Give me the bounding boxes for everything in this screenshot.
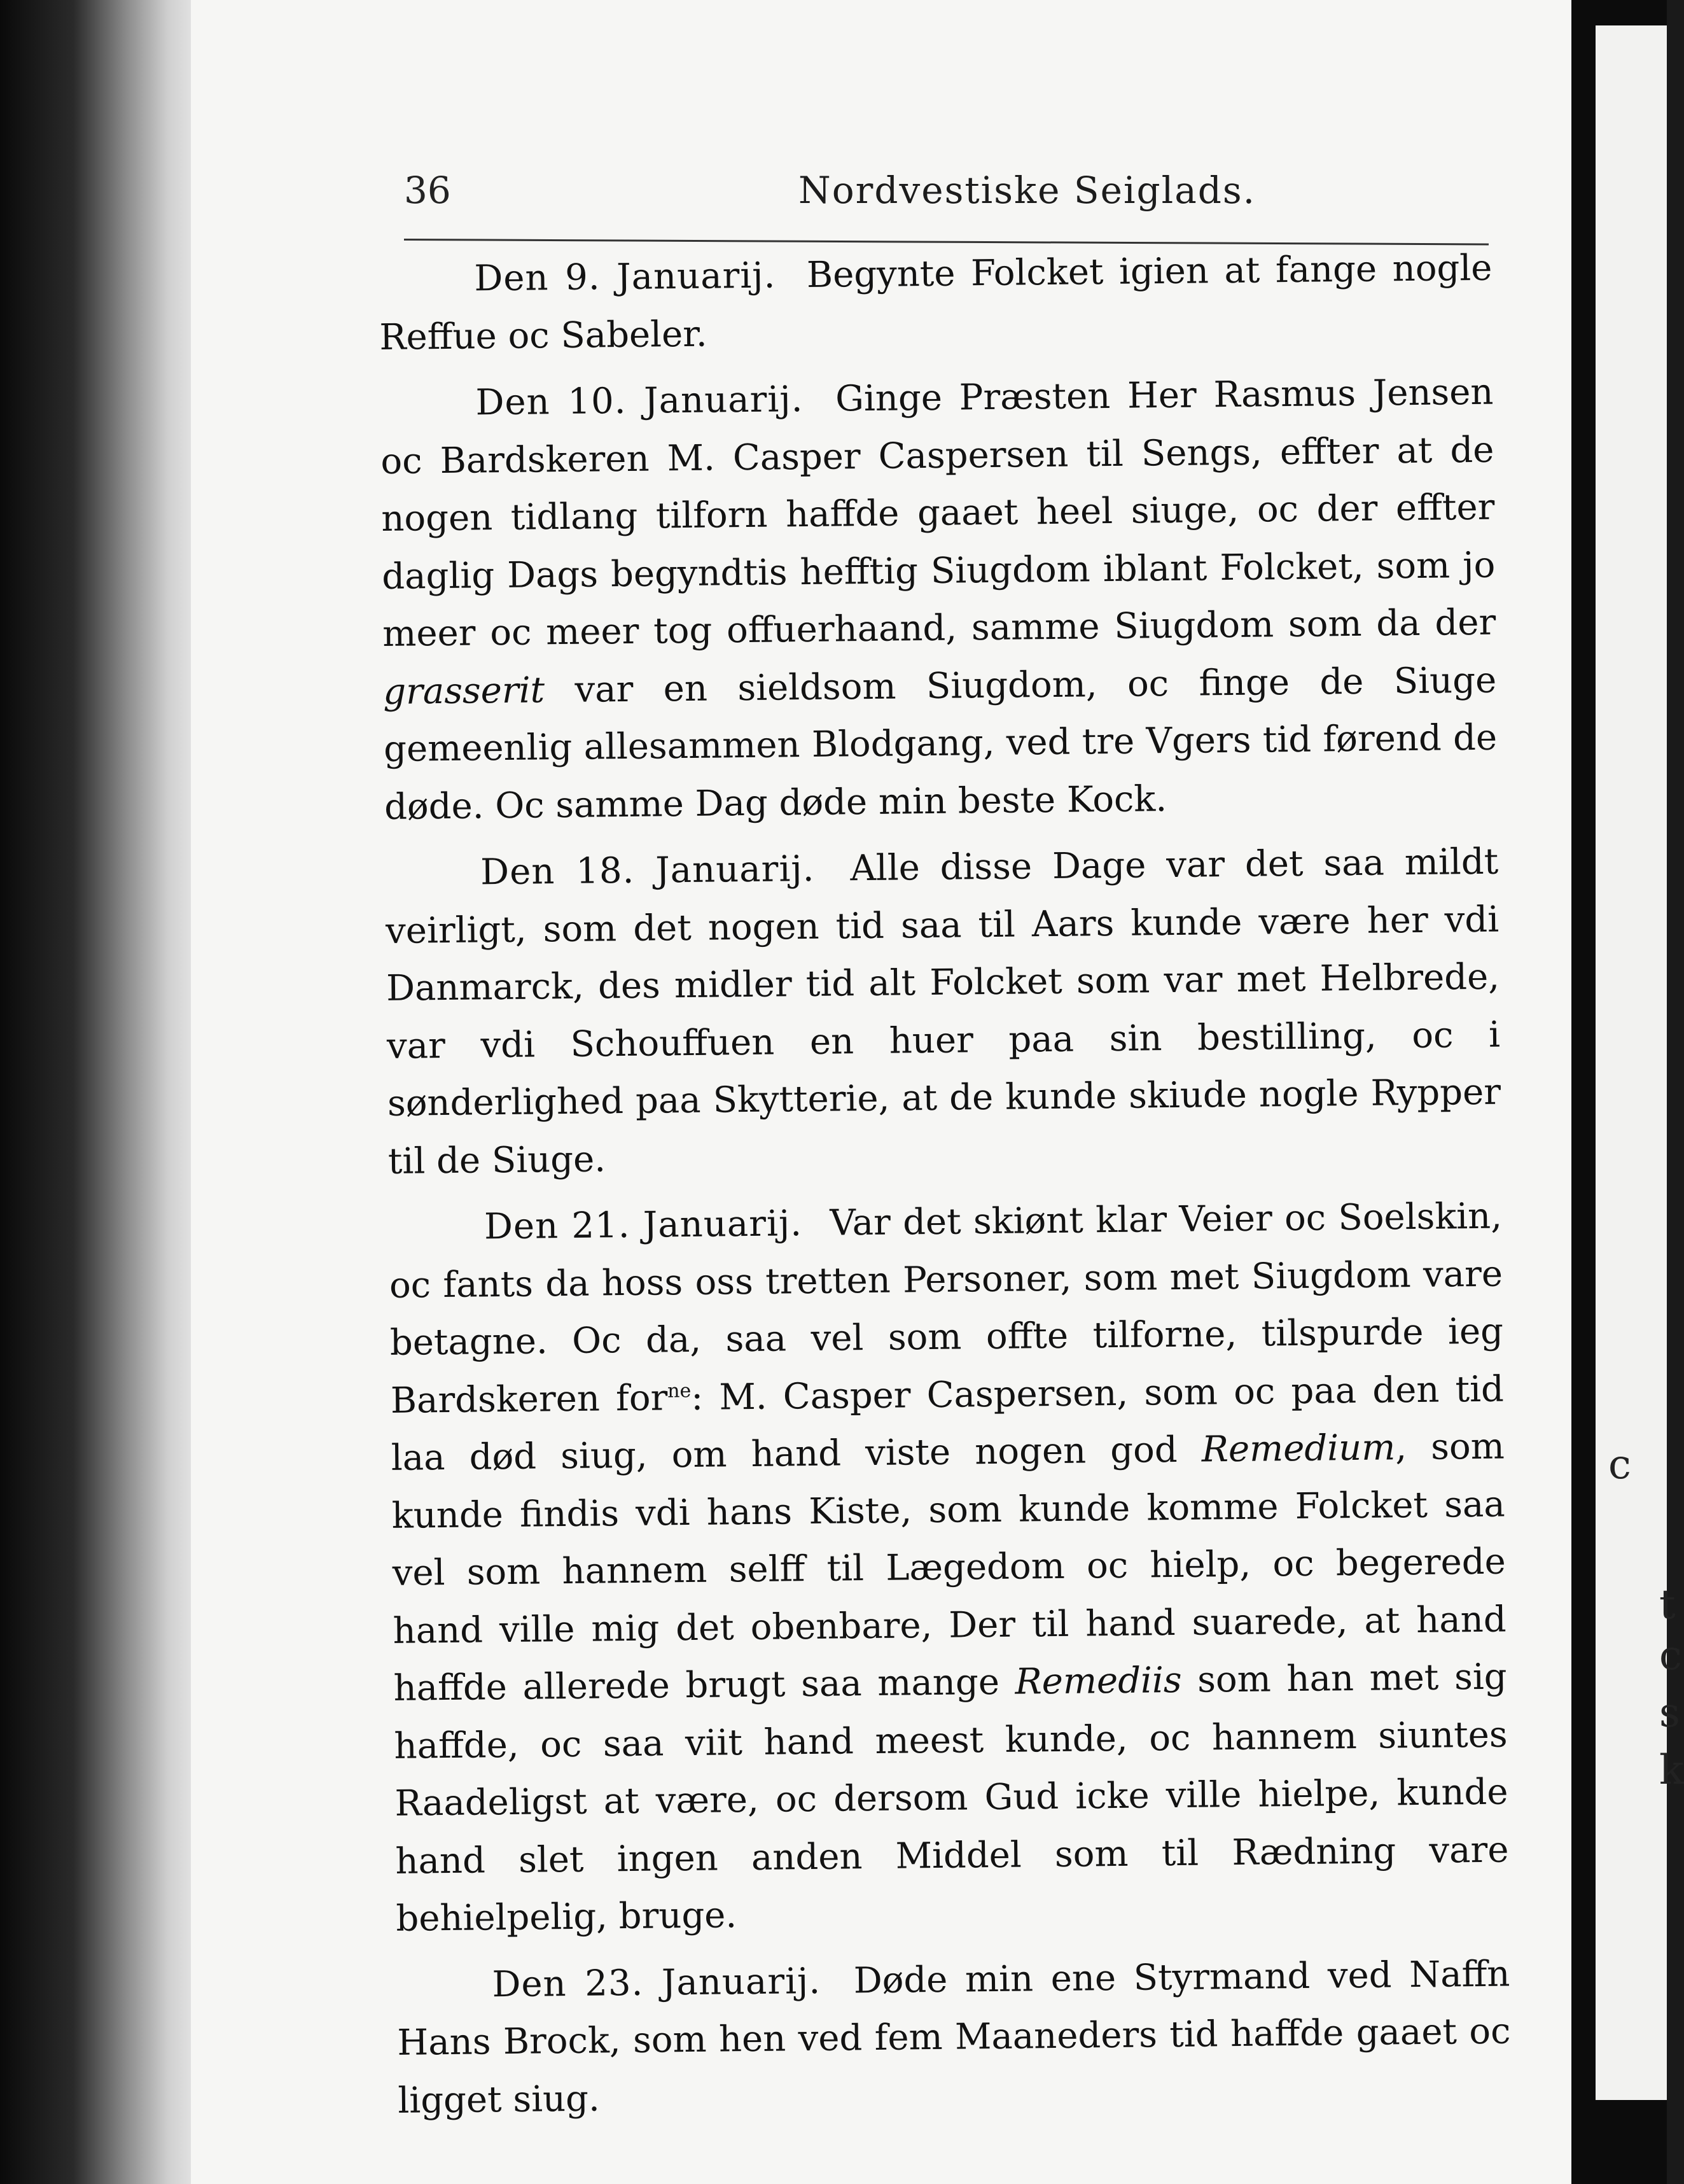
page-header: [404, 169, 1492, 220]
entry-text: Døde min ene Styrmand ved Naffn Hans Brock, som hen ved fem Maaneders tid haffde gaaet oc ligget siug.: [397, 1953, 1511, 2122]
entry-text: , som kunde findis vdi hans Kiste, som kunde komme Folcket saa vel som hannem selff til Lægedom oc hielp, oc begerede hand ville mig det obenbare, Der til hand suarede, at hand haffde allerede brugt saa mange: [391, 1425, 1507, 1709]
entry-text: Alle disse Dage var det saa mildt veirligt, som det nogen tid saa til Aars kunde være her vdi Danmarck, des midler tid alt Folcket som var met Helbrede, var vdi Schouffuen en huer paa sin bestilling, oc i sønderlighed paa Skytterie, at de kunde skiude nogle Rypper til de Siuge.: [385, 841, 1501, 1182]
entry-date: Den 21. Januarij.: [484, 1203, 803, 1248]
body-text: [379, 240, 1512, 2139]
entry-21-jan: [389, 1188, 1510, 1949]
entry-18-jan: [385, 834, 1502, 1191]
entry-date: Den 23. Januarij.: [492, 1960, 821, 2005]
book-gutter: [0, 0, 210, 2184]
sliver-fragment: k: [1659, 1747, 1684, 1794]
next-page-sliver: [1596, 25, 1684, 2100]
entry-date: Den 18. Januarij.: [480, 848, 815, 893]
page-number: 36: [404, 169, 451, 212]
entry-text: var en sieldsom Siugdom, oc finge de Siuge gemeenlig allesammen Blodgang, ved tre Vgers tid førend de døde. Oc samme Dag døde min beste Kock.: [383, 659, 1498, 828]
entry-text: Begynte Folcket igien at fange nogle Reffue oc Sabeler.: [379, 247, 1493, 358]
sliver-fragment: c: [1608, 1441, 1631, 1488]
entry-text: Ginge Præsten Her Rasmus Jensen oc Bardskeren M. Casper Caspersen til Sengs, effter at de nogen tidlang tilforn haffde gaaet heel siuge, oc der effter daglig Dags begyndtis hefftig Siugdom iblant Folcket, som jo meer oc meer tog offuerhaand, samme Siugdom som da der: [380, 371, 1496, 655]
entry-23-jan: [396, 1945, 1512, 2130]
italic-term: Remediis: [1015, 1659, 1182, 1703]
sliver-fragment: c: [1659, 1632, 1682, 1679]
entry-9-jan: [379, 240, 1493, 367]
entry-text: Var det skiønt klar Veier oc Soelskin, oc fants da hoss oss tretten Personer, som met Siugdom vare betagne. Oc da, saa vel som offte tilforne, tilspurde ieg Bardskeren for: [389, 1195, 1504, 1422]
entry-text: som han met sig haffde, oc saa viit hand meest kunde, oc hannem siuntes Raadeligst at være, oc dersom Gud icke ville hielpe, kunde hand slet ingen anden Middel som til Rædning vare behielpelig, bruge.: [394, 1656, 1509, 1940]
italic-term: grasserit: [382, 669, 545, 713]
italic-term: Remedium: [1201, 1427, 1396, 1471]
entry-10-jan: [380, 364, 1498, 836]
sliver-fragment: s: [1659, 1690, 1680, 1737]
entry-date: Den 10. Januarij.: [475, 379, 804, 424]
sliver-fragment: t: [1659, 1581, 1676, 1628]
entry-text: : M. Casper Caspersen, som oc paa den tid laa død siug, om hand viste nogen god: [391, 1368, 1505, 1479]
entry-date: Den 9. Januarij.: [474, 255, 776, 300]
running-head: Nordvestiske Seiglads.: [798, 169, 1256, 212]
superscript: ne: [667, 1379, 692, 1403]
